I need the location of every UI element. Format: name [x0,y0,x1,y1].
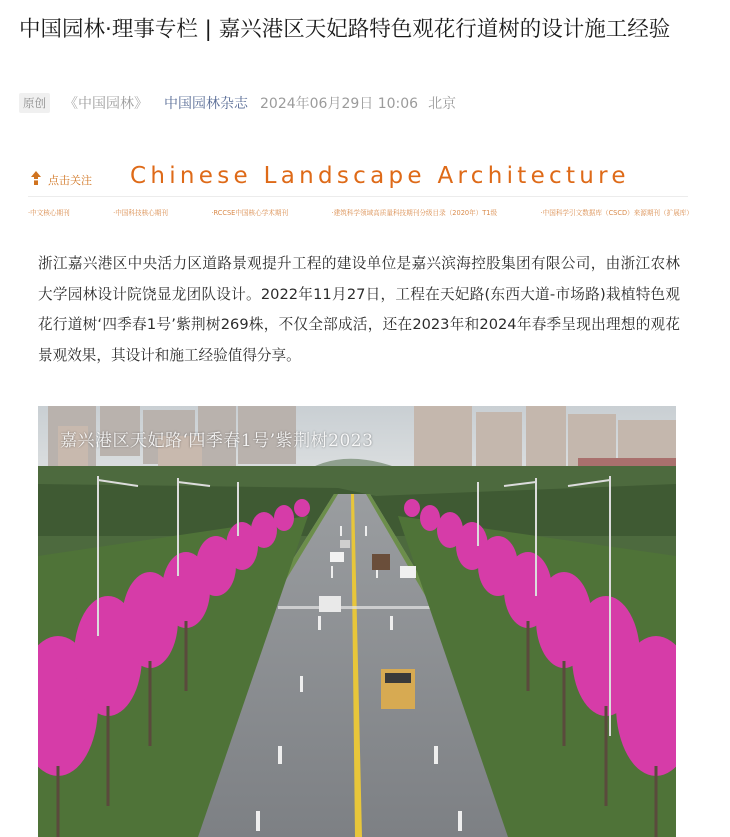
journal-index-list [28,207,693,217]
intro-paragraph: 浙江嘉兴港区中央活力区道路景观提升工程的建设单位是嘉兴滨海控股集团有限公司，由浙江农林大学园林设计院饶显龙团队设计。2022年11月27日，工程在天妃路(东西大道-市场路)栽植特色观花行道树‘四季春1号’紫荆树269株，不仅全部成活，还在2023年和2024年春季呈现出理想的观花景观效果，其设计和施工经验值得分享。 [38,255,680,364]
original-badge: 原创 [19,93,50,113]
index-item: ·建筑科学领域高质量科技期刊分级目录（2020年）T1级 [331,209,498,217]
follow-button[interactable] [30,170,92,189]
index-item: ·中文核心期刊 [28,209,70,217]
road-photo-illustration [38,406,676,837]
journal-banner [28,160,688,197]
index-item: ·中国科学引文数据库（CSCD）来源期刊（扩展库） [540,209,693,217]
source-name: 《中国园林》 [64,96,148,112]
publish-location: 北京 [428,96,457,112]
follow-label: 点击关注 [48,173,92,187]
article-meta [19,92,456,114]
photo-caption: 嘉兴港区天妃路‘四季春1号’紫荆树2023 [60,431,374,451]
index-item: ·中国科技核心期刊 [113,209,168,217]
article-title: 中国园林·理事专栏 | 嘉兴港区天妃路特色观花行道树的设计施工经验 [19,17,671,42]
publish-date: 2024年06月29日 10:06 [260,96,419,112]
arrow-up-icon [30,170,42,189]
road-photo [38,406,676,837]
index-item: ·RCCSE中国核心学术期刊 [211,209,289,217]
author-link[interactable]: 中国园林杂志 [164,96,248,112]
journal-english-name: Chinese Landscape Architecture [130,163,630,189]
